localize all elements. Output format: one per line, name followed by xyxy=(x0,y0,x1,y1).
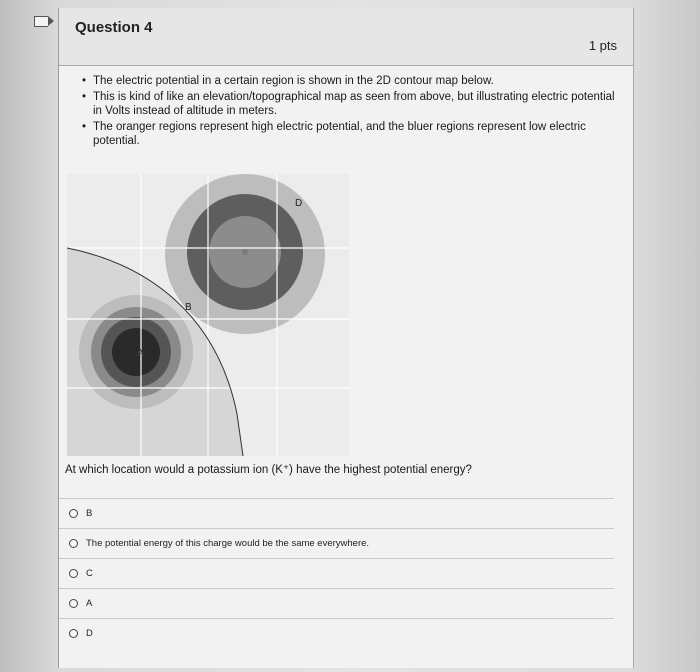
answer-label: The potential energy of this charge would be the same everywhere. xyxy=(86,538,370,549)
answer-options xyxy=(59,498,614,648)
answer-option[interactable] xyxy=(59,498,614,528)
instruction-bullet: • The oranger regions represent high electric potential, and the bluer regions represent low electric potential. xyxy=(93,120,621,149)
question-points: 1 pts xyxy=(588,38,617,53)
radio-button[interactable] xyxy=(69,629,78,638)
answer-option[interactable] xyxy=(59,618,614,648)
answer-option[interactable] xyxy=(59,528,614,558)
location-d-label: D xyxy=(295,198,303,209)
radio-button[interactable] xyxy=(69,569,78,578)
answer-option[interactable] xyxy=(59,558,614,588)
bookmark-flag-icon[interactable] xyxy=(34,16,48,27)
answer-label: D xyxy=(86,628,93,639)
question-title: Question 4 xyxy=(75,19,153,36)
answer-option[interactable] xyxy=(59,588,614,618)
question-card xyxy=(58,8,634,668)
question-header xyxy=(59,8,633,66)
question-prompt: At which location would a potassium ion (K⁺) have the highest potential energy? xyxy=(65,464,472,476)
radio-button[interactable] xyxy=(69,509,78,518)
location-b-label: B xyxy=(185,302,192,313)
instruction-list xyxy=(81,74,621,149)
answer-label: C xyxy=(86,568,93,579)
radio-button[interactable] xyxy=(69,539,78,548)
answer-label: A xyxy=(86,598,93,609)
contour-d-center xyxy=(242,249,248,255)
answer-label: B xyxy=(86,508,93,519)
radio-button[interactable] xyxy=(69,599,78,608)
instruction-bullet: • The electric potential in a certain region is shown in the 2D contour map below. xyxy=(93,74,621,89)
location-a-label: A xyxy=(137,348,144,359)
instruction-bullet: • This is kind of like an elevation/topographical map as seen from above, but illustrating electric potential in Volts instead of altitude in meters. xyxy=(93,90,621,119)
contour-map xyxy=(67,174,349,456)
question-body xyxy=(81,74,621,150)
contour-a-core xyxy=(112,328,160,376)
